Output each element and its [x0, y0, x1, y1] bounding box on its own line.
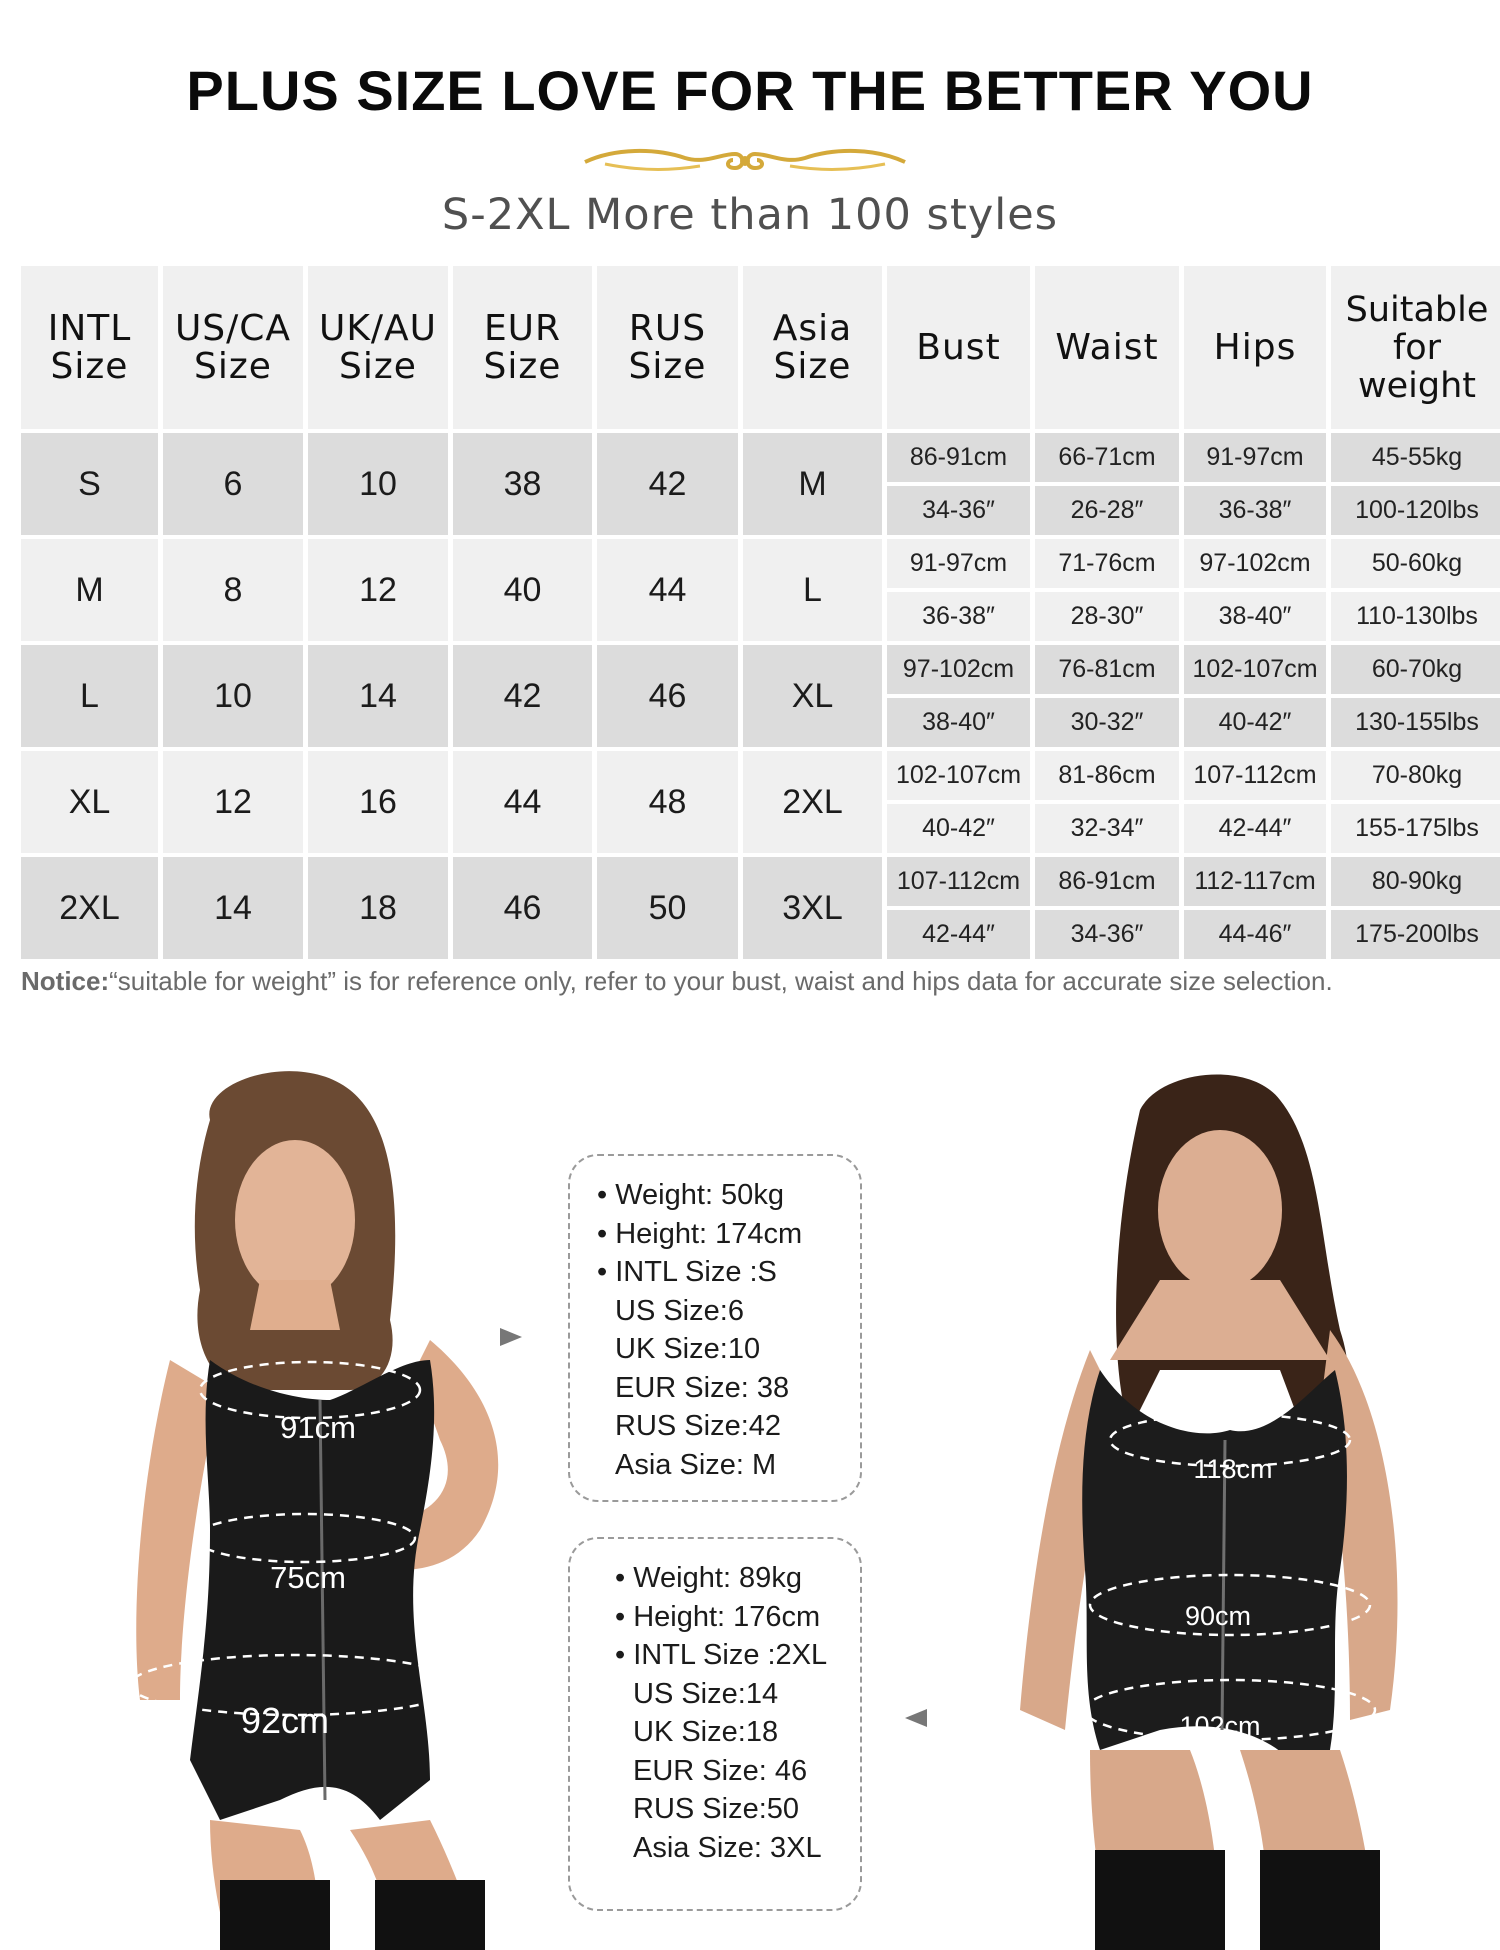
- card-rus-size: RUS Size:42: [615, 1410, 782, 1442]
- size-chart-table: [21, 266, 1489, 948]
- cell-eur: 44: [453, 751, 592, 853]
- cell-weight: 45-55kg 100-120lbs: [1331, 433, 1500, 535]
- cell-weight: 60-70kg 130-155lbs: [1331, 645, 1500, 747]
- header-asia-size: Asia Size: [743, 266, 882, 429]
- cell-waist: 66-71cm 26-28″: [1035, 433, 1179, 535]
- card-intl-size: • INTL Size :2XL: [615, 1639, 828, 1671]
- cell-uk: 14: [308, 645, 448, 747]
- cell-bust: 91-97cm 36-38″: [887, 539, 1030, 641]
- page-title: PLUS SIZE LOVE FOR THE BETTER YOU: [186, 59, 1314, 122]
- cell-bust: 107-112cm 42-44″: [887, 857, 1030, 959]
- cell-weight: 50-60kg 110-130lbs: [1331, 539, 1500, 641]
- header-eur-size: EUR Size: [453, 266, 592, 429]
- card-asia-size: Asia Size: M: [615, 1448, 777, 1481]
- right-hips-measurement: 102cm: [1179, 1711, 1261, 1741]
- cell-eur: 46: [453, 857, 592, 959]
- card-uk-size: UK Size:10: [615, 1333, 761, 1365]
- pointer-left-icon: [905, 1709, 927, 1727]
- header-intl-size: INTL Size: [21, 266, 158, 429]
- card-eur-size: EUR Size: 46: [633, 1754, 808, 1787]
- card-weight: • Weight: 89kg: [615, 1562, 802, 1594]
- cell-weight: 80-90kg 175-200lbs: [1331, 857, 1500, 959]
- cell-asia: L: [743, 539, 882, 641]
- cell-intl: XL: [21, 751, 158, 853]
- cell-us: 8: [163, 539, 303, 641]
- gold-ornament-divider: [575, 140, 915, 180]
- notice-text: Notice:“suitable for weight” is for reference only, refer to your bust, waist and hips data for accurate size selection.: [21, 966, 1333, 996]
- cell-eur: 42: [453, 645, 592, 747]
- model-info-card-left: [568, 1154, 862, 1502]
- card-eur-size: EUR Size: 38: [615, 1371, 790, 1404]
- cell-asia: XL: [743, 645, 882, 747]
- cell-waist: 86-91cm 34-36″: [1035, 857, 1179, 959]
- card-us-size: US Size:6: [615, 1294, 744, 1327]
- cell-bust: 86-91cm 34-36″: [887, 433, 1030, 535]
- cell-us: 10: [163, 645, 303, 747]
- card-weight: • Weight: 50kg: [597, 1179, 784, 1211]
- cell-rus: 50: [597, 857, 738, 959]
- card-height: • Height: 174cm: [597, 1217, 803, 1250]
- cell-uk: 12: [308, 539, 448, 641]
- page-subtitle: S-2XL More than 100 styles: [441, 190, 1059, 240]
- cell-us: 6: [163, 433, 303, 535]
- cell-intl: M: [21, 539, 158, 641]
- model-photo-right: [990, 1070, 1420, 1950]
- left-waist-measurement: 75cm: [270, 1560, 346, 1595]
- cell-bust: 97-102cm 38-40″: [887, 645, 1030, 747]
- right-waist-measurement: 90cm: [1184, 1601, 1252, 1631]
- cell-rus: 42: [597, 433, 738, 535]
- cell-weight: 70-80kg 155-175lbs: [1331, 751, 1500, 853]
- cell-waist: 81-86cm 32-34″: [1035, 751, 1179, 853]
- header-bust: Bust: [887, 266, 1030, 429]
- cell-us: 14: [163, 857, 303, 959]
- cell-asia: M: [743, 433, 882, 535]
- header-uk-size: UK/AU Size: [308, 266, 448, 429]
- card-intl-size: • INTL Size :S: [597, 1256, 777, 1288]
- cell-intl: 2XL: [21, 857, 158, 959]
- cell-rus: 48: [597, 751, 738, 853]
- cell-waist: 71-76cm 28-30″: [1035, 539, 1179, 641]
- cell-hips: 107-112cm 42-44″: [1184, 751, 1326, 853]
- header-us-size: US/CA Size: [163, 266, 303, 429]
- header-suitable-weight: Suitable for weight: [1331, 266, 1500, 429]
- cell-hips: 102-107cm 40-42″: [1184, 645, 1326, 747]
- model-photo-left: [100, 1060, 520, 1950]
- cell-uk: 10: [308, 433, 448, 535]
- card-us-size: US Size:14: [633, 1677, 779, 1710]
- cell-hips: 91-97cm 36-38″: [1184, 433, 1326, 535]
- cell-hips: 97-102cm 38-40″: [1184, 539, 1326, 641]
- left-hips-measurement: 92cm: [240, 1700, 330, 1741]
- cell-bust: 102-107cm 40-42″: [887, 751, 1030, 853]
- card-height: • Height: 176cm: [615, 1600, 821, 1633]
- cell-us: 12: [163, 751, 303, 853]
- card-asia-size: Asia Size: 3XL: [633, 1831, 822, 1864]
- pointer-right-icon: [500, 1328, 522, 1346]
- cell-waist: 76-81cm 30-32″: [1035, 645, 1179, 747]
- cell-rus: 44: [597, 539, 738, 641]
- header-hips: Hips: [1184, 266, 1326, 429]
- right-bust-measurement: 118cm: [1193, 1454, 1273, 1484]
- card-rus-size: RUS Size:50: [633, 1793, 800, 1825]
- cell-intl: S: [21, 433, 158, 535]
- cell-rus: 46: [597, 645, 738, 747]
- card-uk-size: UK Size:18: [633, 1716, 779, 1748]
- cell-asia: 3XL: [743, 857, 882, 959]
- cell-asia: 2XL: [743, 751, 882, 853]
- cell-intl: L: [21, 645, 158, 747]
- header-rus-size: RUS Size: [597, 266, 738, 429]
- cell-eur: 40: [453, 539, 592, 641]
- left-bust-measurement: 91cm: [280, 1410, 356, 1445]
- header-waist: Waist: [1035, 266, 1179, 429]
- cell-hips: 112-117cm 44-46″: [1184, 857, 1326, 959]
- cell-uk: 16: [308, 751, 448, 853]
- cell-eur: 38: [453, 433, 592, 535]
- cell-uk: 18: [308, 857, 448, 959]
- model-info-card-right: [568, 1537, 862, 1911]
